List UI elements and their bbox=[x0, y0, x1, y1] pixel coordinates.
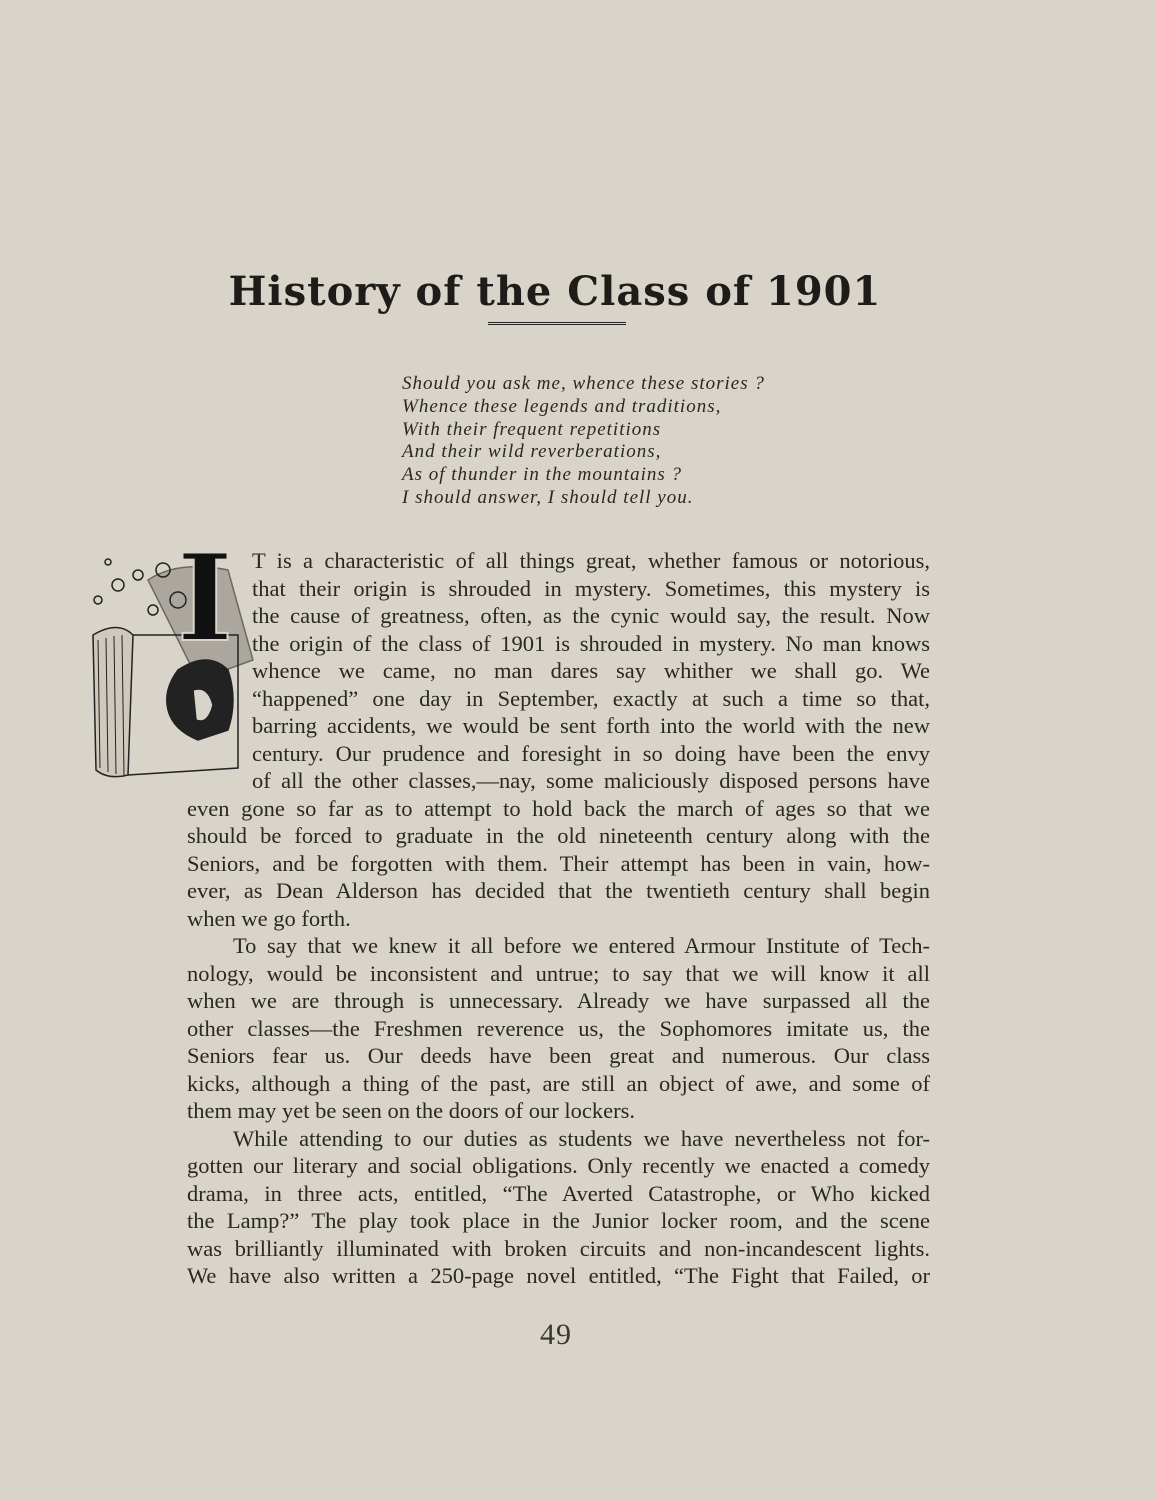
text-line: While attending to our duties as students we have nevertheless not for- bbox=[233, 1125, 930, 1151]
title-underline bbox=[488, 322, 626, 325]
text-line: Seniors fear us. Our deeds have been great and numerous. Our class bbox=[187, 1043, 930, 1068]
text-line: drama, in three acts, entitled, “The Averted Catastrophe, or Who kicked bbox=[187, 1180, 930, 1206]
text-line: barring accidents, we would be sent forth into the world with the new bbox=[252, 713, 930, 738]
text-line: them may yet be seen on the doors of our lockers. bbox=[187, 1098, 636, 1123]
text-line: the cause of greatness, often, as the cynic would say, the result. Now bbox=[252, 603, 930, 628]
text-line: was brilliantly illuminated with broken circuits and non-incandescent lights. bbox=[187, 1235, 930, 1261]
illustrated-drop-cap bbox=[78, 540, 263, 795]
text-line: the Lamp?” The play took place in the Junior locker room, and the scene bbox=[187, 1208, 930, 1233]
page-number: 49 bbox=[540, 1318, 572, 1351]
text-line: century. Our prudence and foresight in so doing have been the envy bbox=[252, 740, 930, 766]
poem-line: As of thunder in the mountains ? bbox=[402, 464, 683, 486]
poem-line: With their frequent repetitions bbox=[402, 418, 662, 440]
text-line: other classes—the Freshmen reverence us, the Sophomores imitate us, the bbox=[187, 1015, 930, 1041]
text-line: kicks, although a thing of the past, are still an object of awe, and some of bbox=[187, 1070, 930, 1096]
text-line: whence we came, no man dares say whither we shall go. We bbox=[252, 658, 930, 683]
text-line: T is a characteristic of all things great, whether famous or notorious, bbox=[252, 548, 930, 573]
text-line: of all the other classes,—nay, some maliciously disposed persons have bbox=[252, 768, 930, 793]
text-line: We have also written a 250-page novel entitled, “The Fight that Failed, or bbox=[187, 1263, 930, 1288]
poem-line: And their wild reverberations, bbox=[402, 441, 662, 463]
text-line: that their origin is shrouded in mystery. Sometimes, this mystery is bbox=[252, 575, 930, 601]
poem-line: I should answer, I should tell you. bbox=[402, 487, 694, 508]
text-line: the origin of the class of 1901 is shrouded in mystery. No man knows bbox=[252, 630, 930, 656]
poem-line: Should you ask me, whence these stories ? bbox=[402, 373, 765, 394]
page-title: History of the Class of 1901 bbox=[228, 268, 882, 315]
text-line: To say that we knew it all before we entered Armour Institute of Tech- bbox=[233, 933, 930, 958]
text-line: nology, would be inconsistent and untrue; to say that we will know it all bbox=[187, 960, 930, 986]
text-line: should be forced to graduate in the old nineteenth century along with the bbox=[187, 823, 930, 848]
text-line: Seniors, and be forgotten with them. Their attempt has been in vain, how- bbox=[187, 850, 930, 876]
text-line: when we are through is unnecessary. Already we have surpassed all the bbox=[187, 988, 930, 1013]
drop-cap-letter: I bbox=[176, 540, 234, 669]
text-line: gotten our literary and social obligations. Only recently we enacted a comedy bbox=[187, 1153, 930, 1178]
text-line: even gone so far as to attempt to hold back the march of ages so that we bbox=[187, 795, 930, 821]
poem-line: Whence these legends and traditions, bbox=[402, 395, 722, 417]
text-line: “happened” one day in September, exactly at such a time so that, bbox=[252, 685, 930, 711]
text-line: ever, as Dean Alderson has decided that the twentieth century shall begin bbox=[187, 878, 930, 903]
text-line: when we go forth. bbox=[187, 905, 351, 931]
